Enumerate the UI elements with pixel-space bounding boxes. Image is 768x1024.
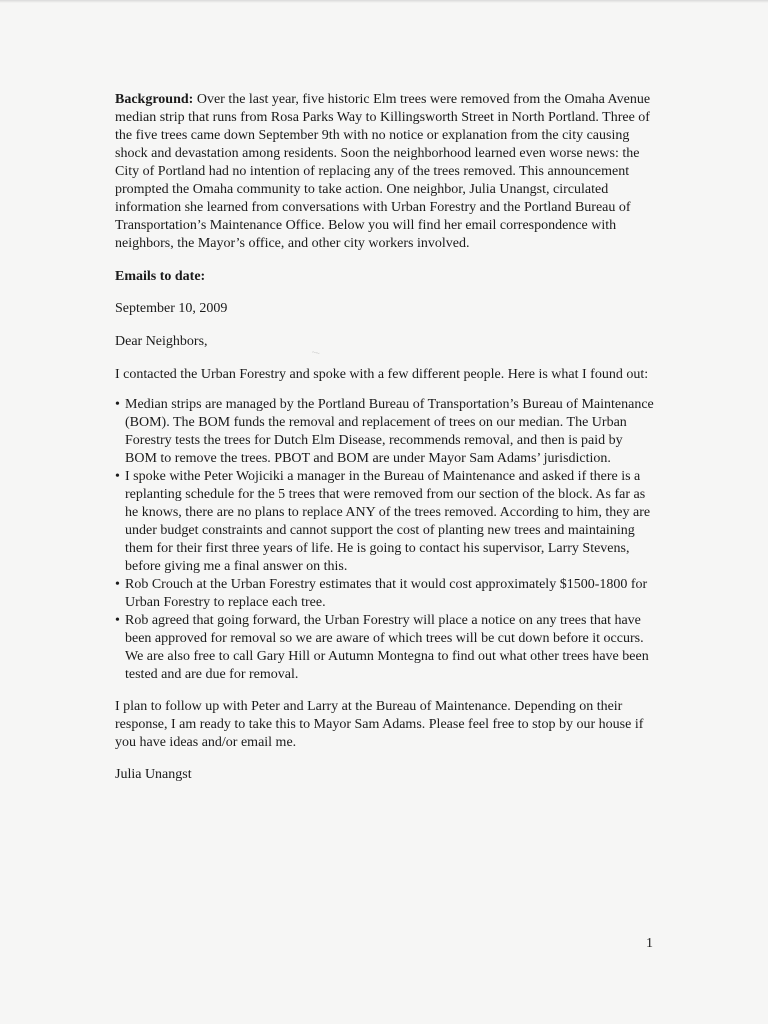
letter-intro: I contacted the Urban Forestry and spoke with a few different people. Here is what I found out: [115,367,649,382]
list-item: • Median strips are managed by the Portland Bureau of Transportation’s Bureau of Maintenance (BOM). The BOM funds the removal and replacement of trees on our median. The Urban Forestry tests the trees for Dutch Elm Disease, recommends removal, and then is paid by BOM to remove the trees. PBOT and BOM are under Mayor Sam Adams’ jurisdiction. [115,396,655,468]
letter-signature: Julia Unangst [115,767,192,782]
list-item: • I spoke withe Peter Wojiciki a manager in the Bureau of Maintenance and asked if there is a replanting schedule for the 5 trees that were removed from our section of the block. As far as he knows, there are no plans to replace ANY of the trees removed. According to him, they are under budget constraints and cannot support the cost of planting new trees and maintaining them for their first three years of life. He is going to contact his supervisor, Larry Stevens, before giving me a final answer on this. [115,468,655,576]
document-body [115,91,655,784]
findings-list [115,396,655,684]
page-top-edge [0,0,768,3]
page-number: 1 [646,936,653,951]
letter-date: September 10, 2009 [115,301,228,316]
letter-greeting: Dear Neighbors, [115,334,208,349]
background-paragraph [115,91,655,253]
background-text: Over the last year, five historic Elm trees were removed from the Omaha Avenue median strip that runs from Rosa Parks Way to Killingsworth Street in North Portland. Three of the five trees came down September 9th with no notice or explanation from the city causing shock and devastation among residents. Soon the neighborhood learned even worse news: the City of Portland had no intention of replacing any of the trees removed. This announcement prompted the Omaha community to take action. One neighbor, Julia Unangst, circulated information she learned from conversations with Urban Forestry and the Portland Bureau of Transportation’s Maintenance Office. Below you will find her email correspondence with neighbors, the Mayor’s office, and other city workers involved. [115,92,651,251]
background-label: Background: [115,92,194,107]
list-item: • Rob Crouch at the Urban Forestry estimates that it would cost approximately $1500-1800 for Urban Forestry to replace each tree. [115,576,655,612]
emails-heading: Emails to date: [115,269,206,284]
pencil-mark: ~~ [311,348,321,358]
letter-closing: I plan to follow up with Peter and Larry at the Bureau of Maintenance. Depending on their response, I am ready to take this to Mayor Sam Adams. Please feel free to stop by our house if you have ideas and/or email me. [115,699,644,750]
list-item: • Rob agreed that going forward, the Urban Forestry will place a notice on any trees that have been approved for removal so we are aware of which trees will be cut down before it occurs. We are also free to call Gary Hill or Autumn Montegna to find out what other trees have been tested and are due for removal. [115,612,655,684]
